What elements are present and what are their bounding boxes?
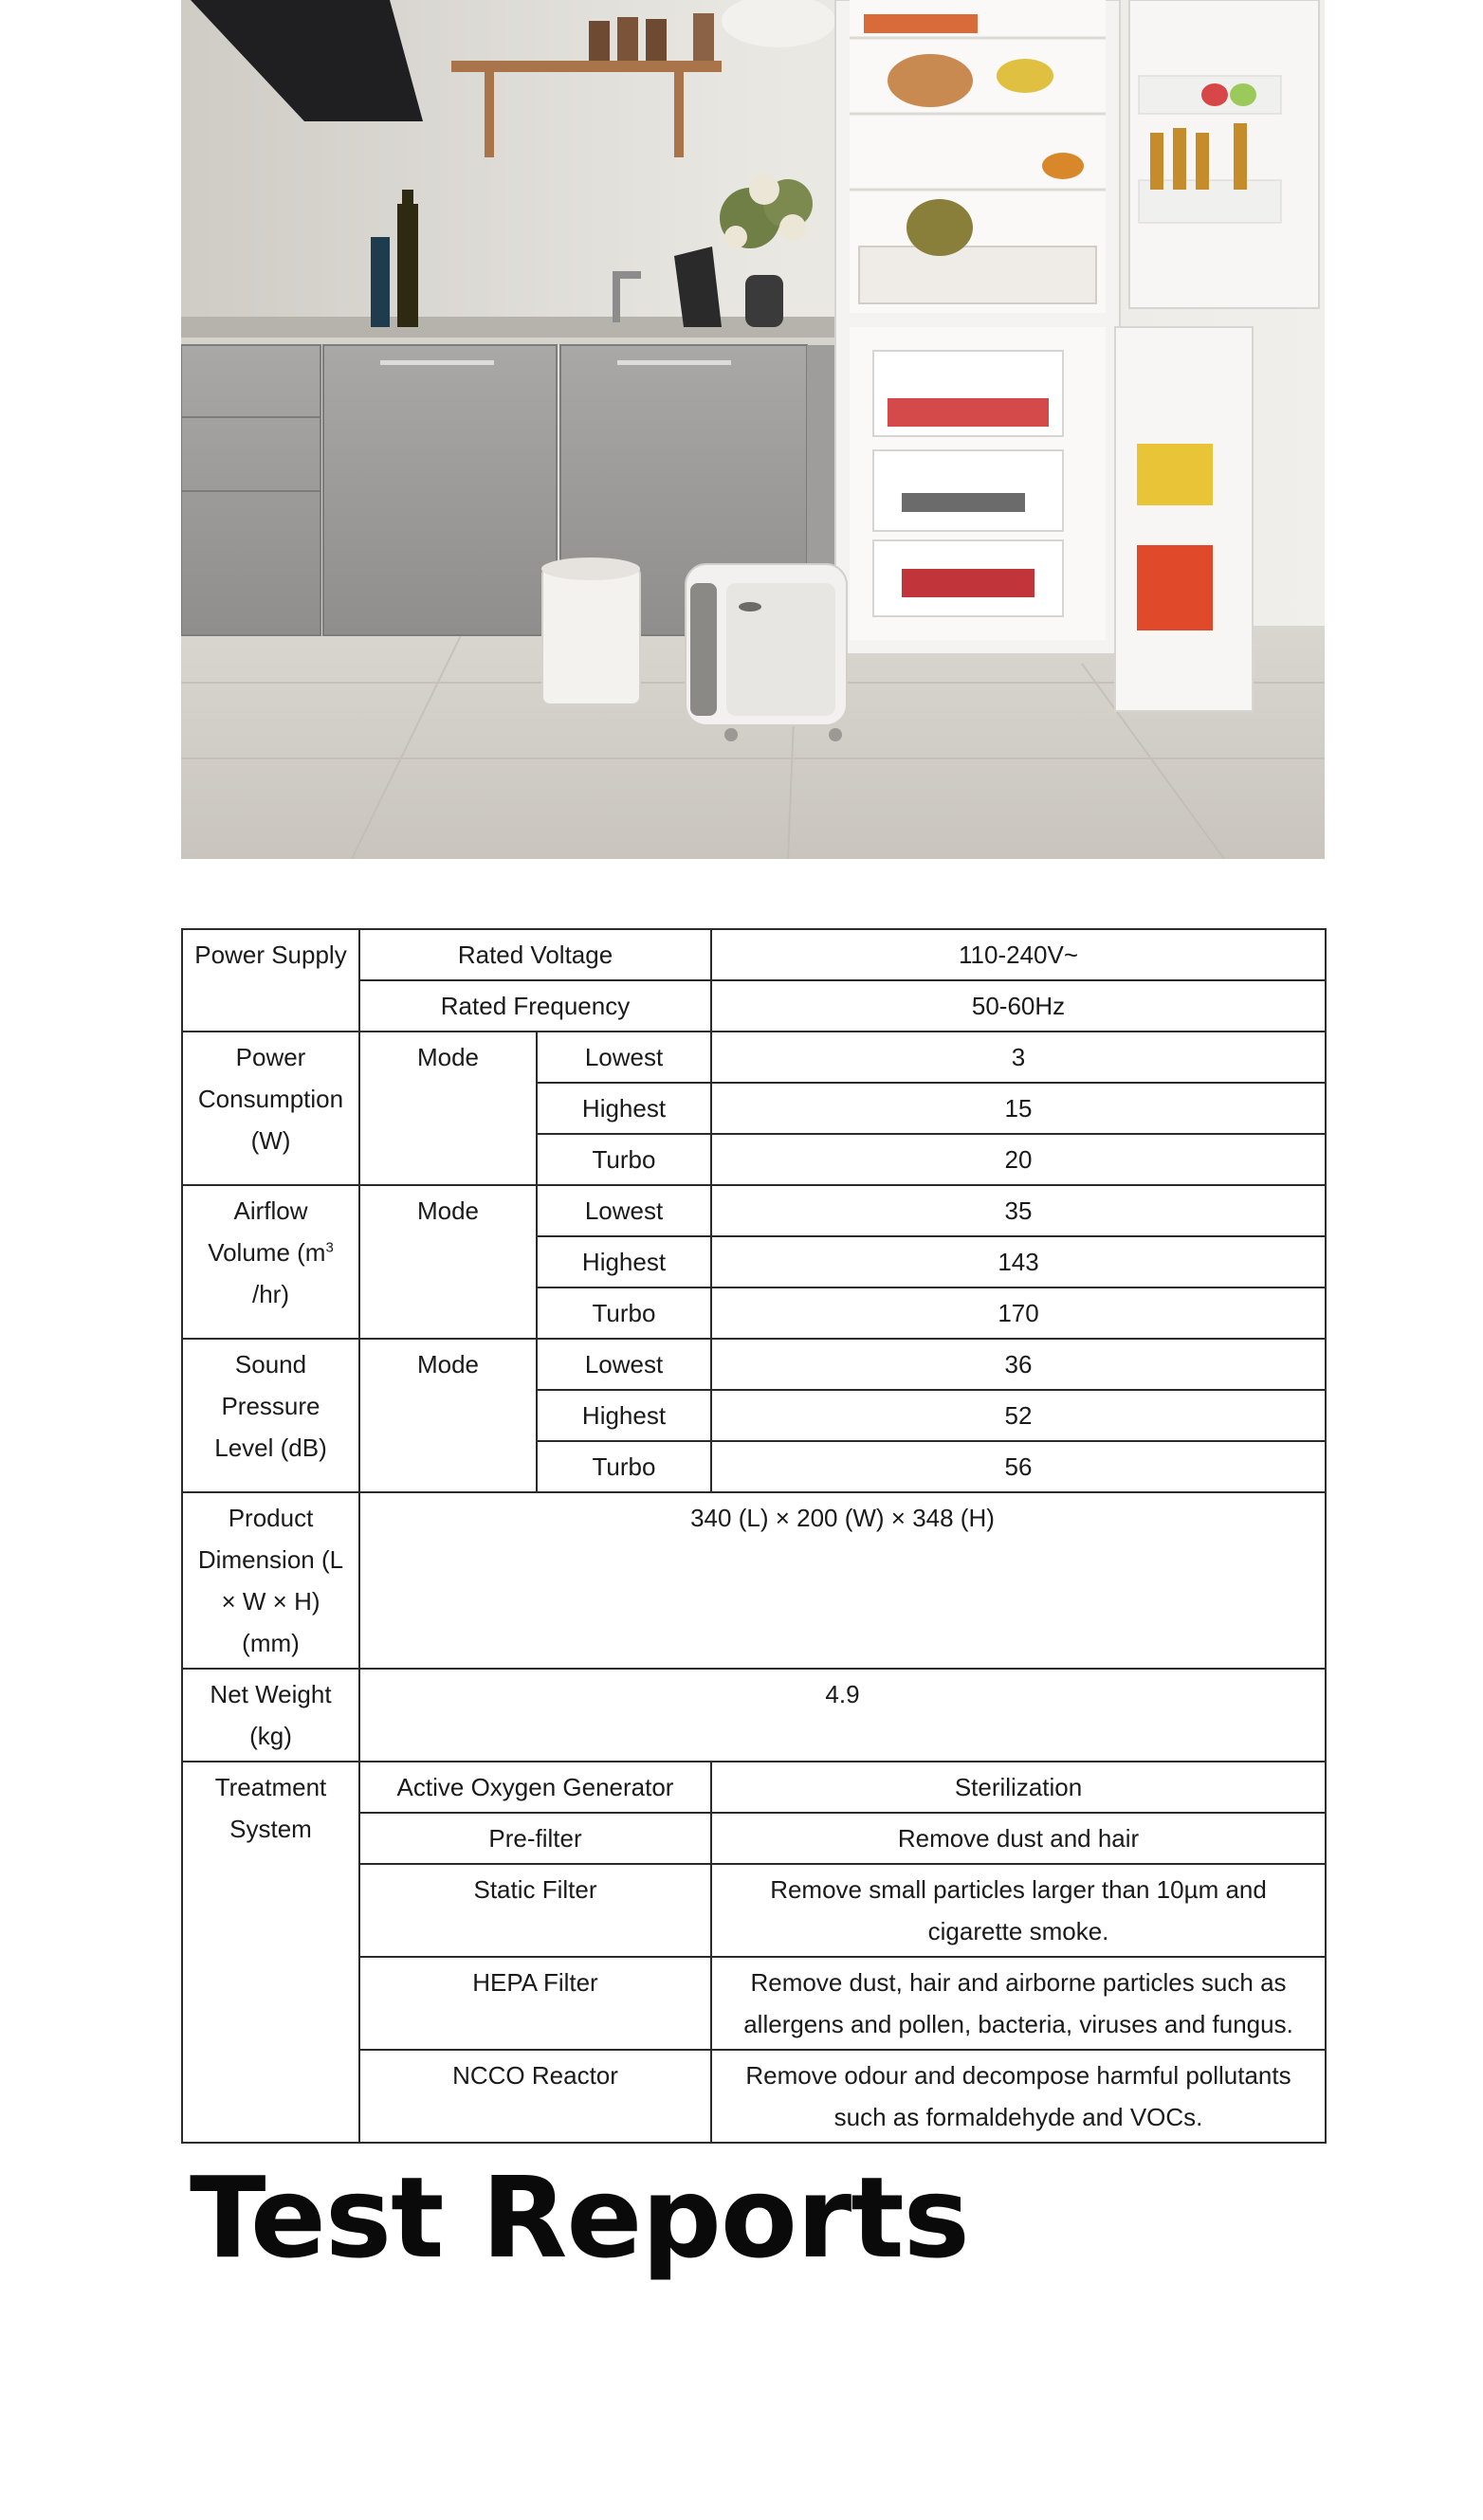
mode-value: 36 xyxy=(711,1339,1326,1390)
table-row xyxy=(182,1669,1326,1762)
airflow-label-unit: /hr) xyxy=(252,1280,289,1308)
table-row xyxy=(182,1492,1326,1669)
treatment-component-function: Remove odour and decompose harmful pollutants such as formaldehyde and VOCs. xyxy=(711,2050,1326,2143)
airflow-label-superscript: 3 xyxy=(325,1239,334,1256)
mode-name: Turbo xyxy=(537,1134,711,1185)
net-weight-label: Net Weight (kg) xyxy=(182,1669,359,1762)
mode-value: 52 xyxy=(711,1390,1326,1441)
net-weight-value: 4.9 xyxy=(359,1669,1326,1762)
sound-pressure-label: Sound Pressure Level (dB) xyxy=(182,1339,359,1492)
mode-value: 3 xyxy=(711,1032,1326,1083)
mode-value: 15 xyxy=(711,1083,1326,1134)
power-consumption-label: Power Consumption (W) xyxy=(182,1032,359,1185)
sound-mode-label: Mode xyxy=(359,1339,537,1492)
mode-name: Lowest xyxy=(537,1032,711,1083)
table-row xyxy=(182,1339,1326,1390)
rated-frequency-value: 50-60Hz xyxy=(711,980,1326,1032)
power-consumption-mode-label: Mode xyxy=(359,1032,537,1185)
rated-frequency-label: Rated Frequency xyxy=(359,980,711,1032)
mode-value: 170 xyxy=(711,1287,1326,1339)
mode-value: 143 xyxy=(711,1236,1326,1287)
mode-name: Highest xyxy=(537,1236,711,1287)
section-heading: Test Reports xyxy=(190,2152,969,2283)
mode-name: Highest xyxy=(537,1390,711,1441)
airflow-mode-label: Mode xyxy=(359,1185,537,1339)
mode-value: 56 xyxy=(711,1441,1326,1492)
product-photo xyxy=(181,0,1325,859)
mode-name: Highest xyxy=(537,1083,711,1134)
kitchen-scene-illustration xyxy=(181,0,1325,859)
mode-name: Lowest xyxy=(537,1185,711,1236)
product-dimension-value: 340 (L) × 200 (W) × 348 (H) xyxy=(359,1492,1326,1669)
table-row xyxy=(182,929,1326,980)
specification-table xyxy=(181,928,1327,2144)
table-row xyxy=(182,1762,1326,1813)
mode-value: 20 xyxy=(711,1134,1326,1185)
mode-value: 35 xyxy=(711,1185,1326,1236)
treatment-component-name: Static Filter xyxy=(359,1864,711,1957)
treatment-component-name: Pre-filter xyxy=(359,1813,711,1864)
treatment-component-function: Remove small particles larger than 10µm and cigarette smoke. xyxy=(711,1864,1326,1957)
treatment-component-name: HEPA Filter xyxy=(359,1957,711,2050)
treatment-component-function: Remove dust, hair and airborne particles such as allergens and pollen, bacteria, viruses and fungus. xyxy=(711,1957,1326,2050)
mode-name: Lowest xyxy=(537,1339,711,1390)
table-row xyxy=(182,1185,1326,1236)
treatment-component-function: Remove dust and hair xyxy=(711,1813,1326,1864)
product-dimension-label: Product Dimension (L × W × H) (mm) xyxy=(182,1492,359,1669)
rated-voltage-value: 110-240V~ xyxy=(711,929,1326,980)
treatment-component-name: Active Oxygen Generator xyxy=(359,1762,711,1813)
treatment-component-function: Sterilization xyxy=(711,1762,1326,1813)
mode-name: Turbo xyxy=(537,1441,711,1492)
airflow-label-main: Airflow Volume (m xyxy=(208,1196,326,1267)
airflow-volume-label xyxy=(182,1185,359,1339)
power-supply-label: Power Supply xyxy=(182,929,359,1032)
mode-name: Turbo xyxy=(537,1287,711,1339)
table-row xyxy=(182,1032,1326,1083)
treatment-component-name: NCCO Reactor xyxy=(359,2050,711,2143)
treatment-system-label: Treatment System xyxy=(182,1762,359,2143)
rated-voltage-label: Rated Voltage xyxy=(359,929,711,980)
